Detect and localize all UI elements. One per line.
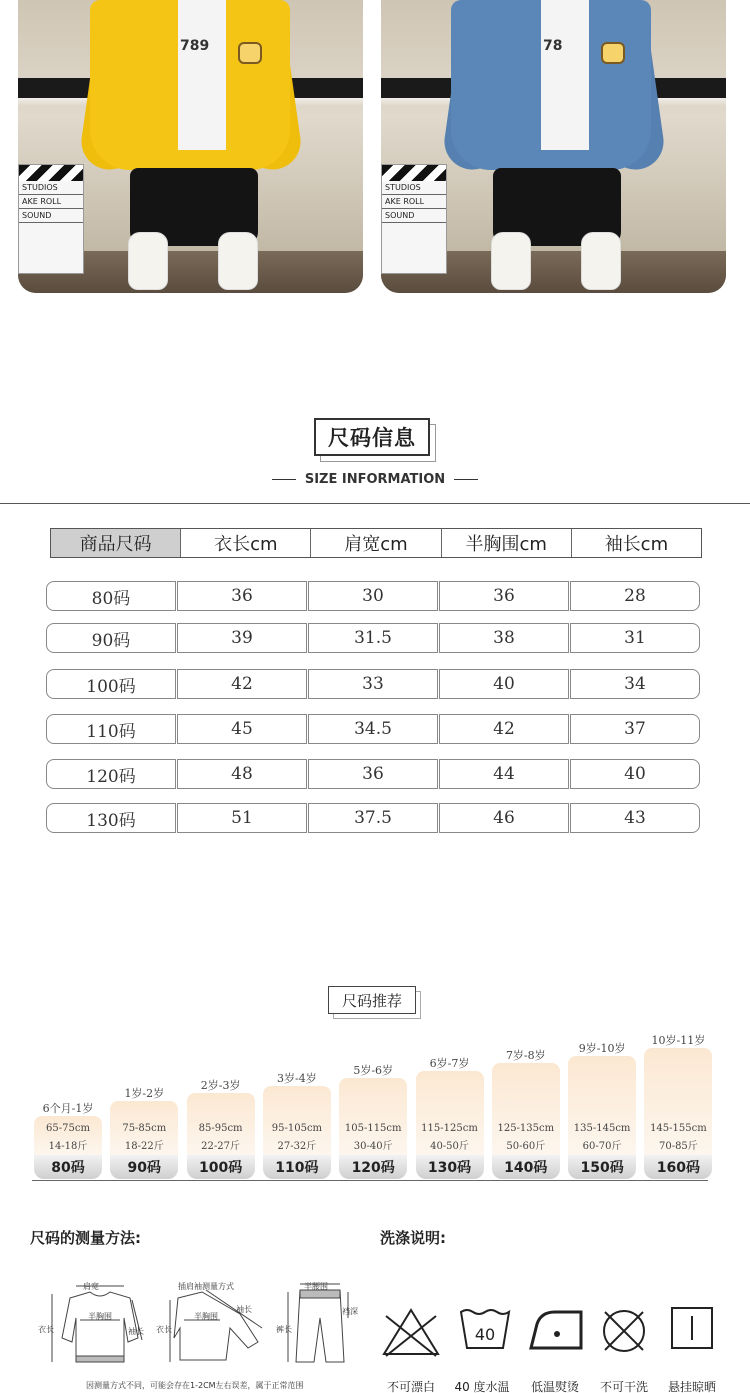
table-cell: 34 xyxy=(570,669,700,699)
clapper-title: STUDIOS xyxy=(19,181,83,195)
table-row xyxy=(46,669,700,699)
recommend-size-code: 120码 xyxy=(339,1155,407,1179)
table-cell: 80码 xyxy=(46,581,176,611)
recommend-weight: 18-22斤 xyxy=(124,1141,164,1152)
recommend-size-code: 150码 xyxy=(568,1155,636,1179)
table-cell: 48 xyxy=(177,759,307,789)
product-photo-yellow xyxy=(18,0,363,293)
recommend-age: 1岁-2岁 xyxy=(124,1087,165,1100)
wash-label: 低温熨烫 xyxy=(530,1380,579,1393)
table-row xyxy=(46,714,700,744)
recommend-size-code: 100码 xyxy=(187,1155,255,1179)
recommend-weight: 70-85斤 xyxy=(658,1141,698,1152)
table-cell: 120码 xyxy=(46,759,176,789)
table-cell: 30 xyxy=(308,581,438,611)
table-row xyxy=(46,803,700,833)
table-cell: 40 xyxy=(570,759,700,789)
clapper-title: STUDIOS xyxy=(382,181,446,195)
table-cell: 36 xyxy=(177,581,307,611)
recommend-baseline xyxy=(32,1180,708,1181)
table-cell: 36 xyxy=(439,581,569,611)
size-info-subtitle xyxy=(0,472,750,487)
measure-diagrams xyxy=(30,1278,360,1393)
label-raglan-sleeve: 袖长 xyxy=(236,1305,252,1314)
recommend-size-code: 160码 xyxy=(644,1155,712,1179)
label-rise: 裆深 xyxy=(342,1307,358,1316)
washing-title: 洗涤说明: xyxy=(380,1229,446,1247)
recommend-age: 2岁-3岁 xyxy=(200,1079,241,1092)
table-cell: 42 xyxy=(439,714,569,744)
label-sleeve: 袖长 xyxy=(128,1327,144,1336)
measure-title: 尺码的测量方法: xyxy=(30,1229,141,1247)
table-cell: 46 xyxy=(439,803,569,833)
table-cell: 90码 xyxy=(46,623,176,653)
recommend-size-code: 140码 xyxy=(492,1155,560,1179)
white-shirt xyxy=(541,0,589,150)
table-cell: 31 xyxy=(570,623,700,653)
size-table-header xyxy=(50,528,702,558)
sneaker xyxy=(581,232,621,290)
recommend-age: 9岁-10岁 xyxy=(578,1042,626,1055)
low-iron-icon xyxy=(527,1306,585,1352)
label-pant-length: 裤长 xyxy=(276,1325,292,1334)
recommend-height: 75-85cm xyxy=(122,1123,167,1134)
label-waist: 半腰围 xyxy=(304,1282,328,1291)
recommend-weight: 22-27斤 xyxy=(201,1141,240,1152)
recommend-weight: 40-50斤 xyxy=(430,1141,469,1152)
size-info-title: 尺码信息 xyxy=(314,418,430,456)
hang-dry-icon xyxy=(670,1306,714,1350)
no-bleach-icon xyxy=(380,1306,442,1358)
header-length: 衣长cm xyxy=(181,529,311,557)
label-raglan-length: 衣长 xyxy=(156,1325,172,1334)
recommend-height: 135-145cm xyxy=(573,1123,631,1134)
table-cell: 43 xyxy=(570,803,700,833)
table-cell: 36 xyxy=(308,759,438,789)
table-cell: 38 xyxy=(439,623,569,653)
wash-label: 40 度水温 xyxy=(454,1380,510,1393)
table-cell: 37.5 xyxy=(308,803,438,833)
wash-label: 不可干洗 xyxy=(599,1380,648,1393)
recommend-height: 65-75cm xyxy=(46,1123,90,1134)
recommend-height: 125-135cm xyxy=(497,1123,555,1134)
recommend-weight: 50-60斤 xyxy=(506,1141,546,1152)
table-cell: 51 xyxy=(177,803,307,833)
table-row xyxy=(46,623,700,653)
recommend-height: 115-125cm xyxy=(421,1123,478,1134)
table-cell: 39 xyxy=(177,623,307,653)
wash-label: 悬挂晾晒 xyxy=(667,1380,716,1393)
table-cell: 37 xyxy=(570,714,700,744)
recommend-size-code: 90码 xyxy=(110,1155,178,1179)
label-raglan-title: 插肩袖测量方式 xyxy=(178,1282,234,1291)
section-divider xyxy=(0,503,750,504)
sneaker xyxy=(491,232,531,290)
wash-40-icon xyxy=(458,1306,512,1352)
table-cell: 100码 xyxy=(46,669,176,699)
tiger-badge-icon xyxy=(601,42,625,64)
recommend-age: 5岁-6岁 xyxy=(353,1064,394,1077)
sneaker xyxy=(128,232,168,290)
product-photo-blue xyxy=(381,0,726,293)
recommend-height: 105-115cm xyxy=(344,1123,402,1134)
recommend-age: 3岁-4岁 xyxy=(277,1072,317,1085)
recommend-age: 7岁-8岁 xyxy=(505,1049,546,1062)
label-length: 衣长 xyxy=(38,1325,54,1334)
recommend-height: 145-155cm xyxy=(650,1123,707,1134)
label-raglan-chest: 半胸围 xyxy=(194,1312,218,1321)
clapperboard xyxy=(18,164,84,274)
sneaker xyxy=(218,232,258,290)
wash-temperature: 40 xyxy=(474,1325,496,1344)
wash-label: 不可漂白 xyxy=(386,1380,435,1393)
recommend-weight: 30-40斤 xyxy=(353,1141,393,1152)
label-shoulder: 肩宽 xyxy=(83,1282,99,1291)
table-cell: 44 xyxy=(439,759,569,789)
recommend-weight: 60-70斤 xyxy=(582,1141,622,1152)
clapper-line: AKE ROLL xyxy=(19,195,83,209)
table-cell: 42 xyxy=(177,669,307,699)
table-cell: 130码 xyxy=(46,803,176,833)
header-chest: 半胸围cm xyxy=(442,529,572,557)
recommend-size-code: 80码 xyxy=(34,1155,102,1179)
table-cell: 110码 xyxy=(46,714,176,744)
table-cell: 45 xyxy=(177,714,307,744)
white-shirt xyxy=(178,0,226,150)
subtitle-text: SIZE INFORMATION xyxy=(304,472,446,487)
recommend-weight: 27-32斤 xyxy=(277,1141,317,1152)
table-cell: 31.5 xyxy=(308,623,438,653)
header-shoulder: 肩宽cm xyxy=(311,529,441,557)
no-dry-clean-icon xyxy=(599,1306,649,1356)
table-cell: 34.5 xyxy=(308,714,438,744)
header-sleeve: 袖长cm xyxy=(604,534,669,555)
shirt-print: 78 xyxy=(543,38,563,54)
recommend-age: 10岁-11岁 xyxy=(651,1034,706,1047)
recommend-size-code: 130码 xyxy=(416,1155,484,1179)
recommend-age: 6岁-7岁 xyxy=(429,1057,470,1070)
label-chest: 半胸围 xyxy=(88,1312,112,1321)
recommend-age: 6个月-1岁 xyxy=(42,1102,94,1115)
table-row xyxy=(46,581,700,611)
clapper-line: AKE ROLL xyxy=(382,195,446,209)
shirt-print: 789 xyxy=(180,38,210,54)
recommend-size-code: 110码 xyxy=(263,1155,331,1179)
table-cell: 33 xyxy=(308,669,438,699)
table-cell: 28 xyxy=(570,581,700,611)
size-recommend-title: 尺码推荐 xyxy=(328,986,416,1014)
header-size: 商品尺码 xyxy=(51,529,181,557)
recommend-height: 85-95cm xyxy=(198,1123,243,1134)
table-row xyxy=(46,759,700,789)
clapper-line: SOUND xyxy=(19,209,83,223)
recommend-height: 95-105cm xyxy=(271,1123,323,1134)
tiger-badge-icon xyxy=(238,42,262,64)
clapperboard xyxy=(381,164,447,274)
clapper-line: SOUND xyxy=(382,209,446,223)
measure-note: 因测量方式不同，可能会存在1-2CM左右误差，属于正常范围 xyxy=(86,1381,304,1390)
garment-diagram-icon xyxy=(30,1278,360,1393)
recommend-weight: 14-18斤 xyxy=(48,1141,88,1152)
table-cell: 40 xyxy=(439,669,569,699)
